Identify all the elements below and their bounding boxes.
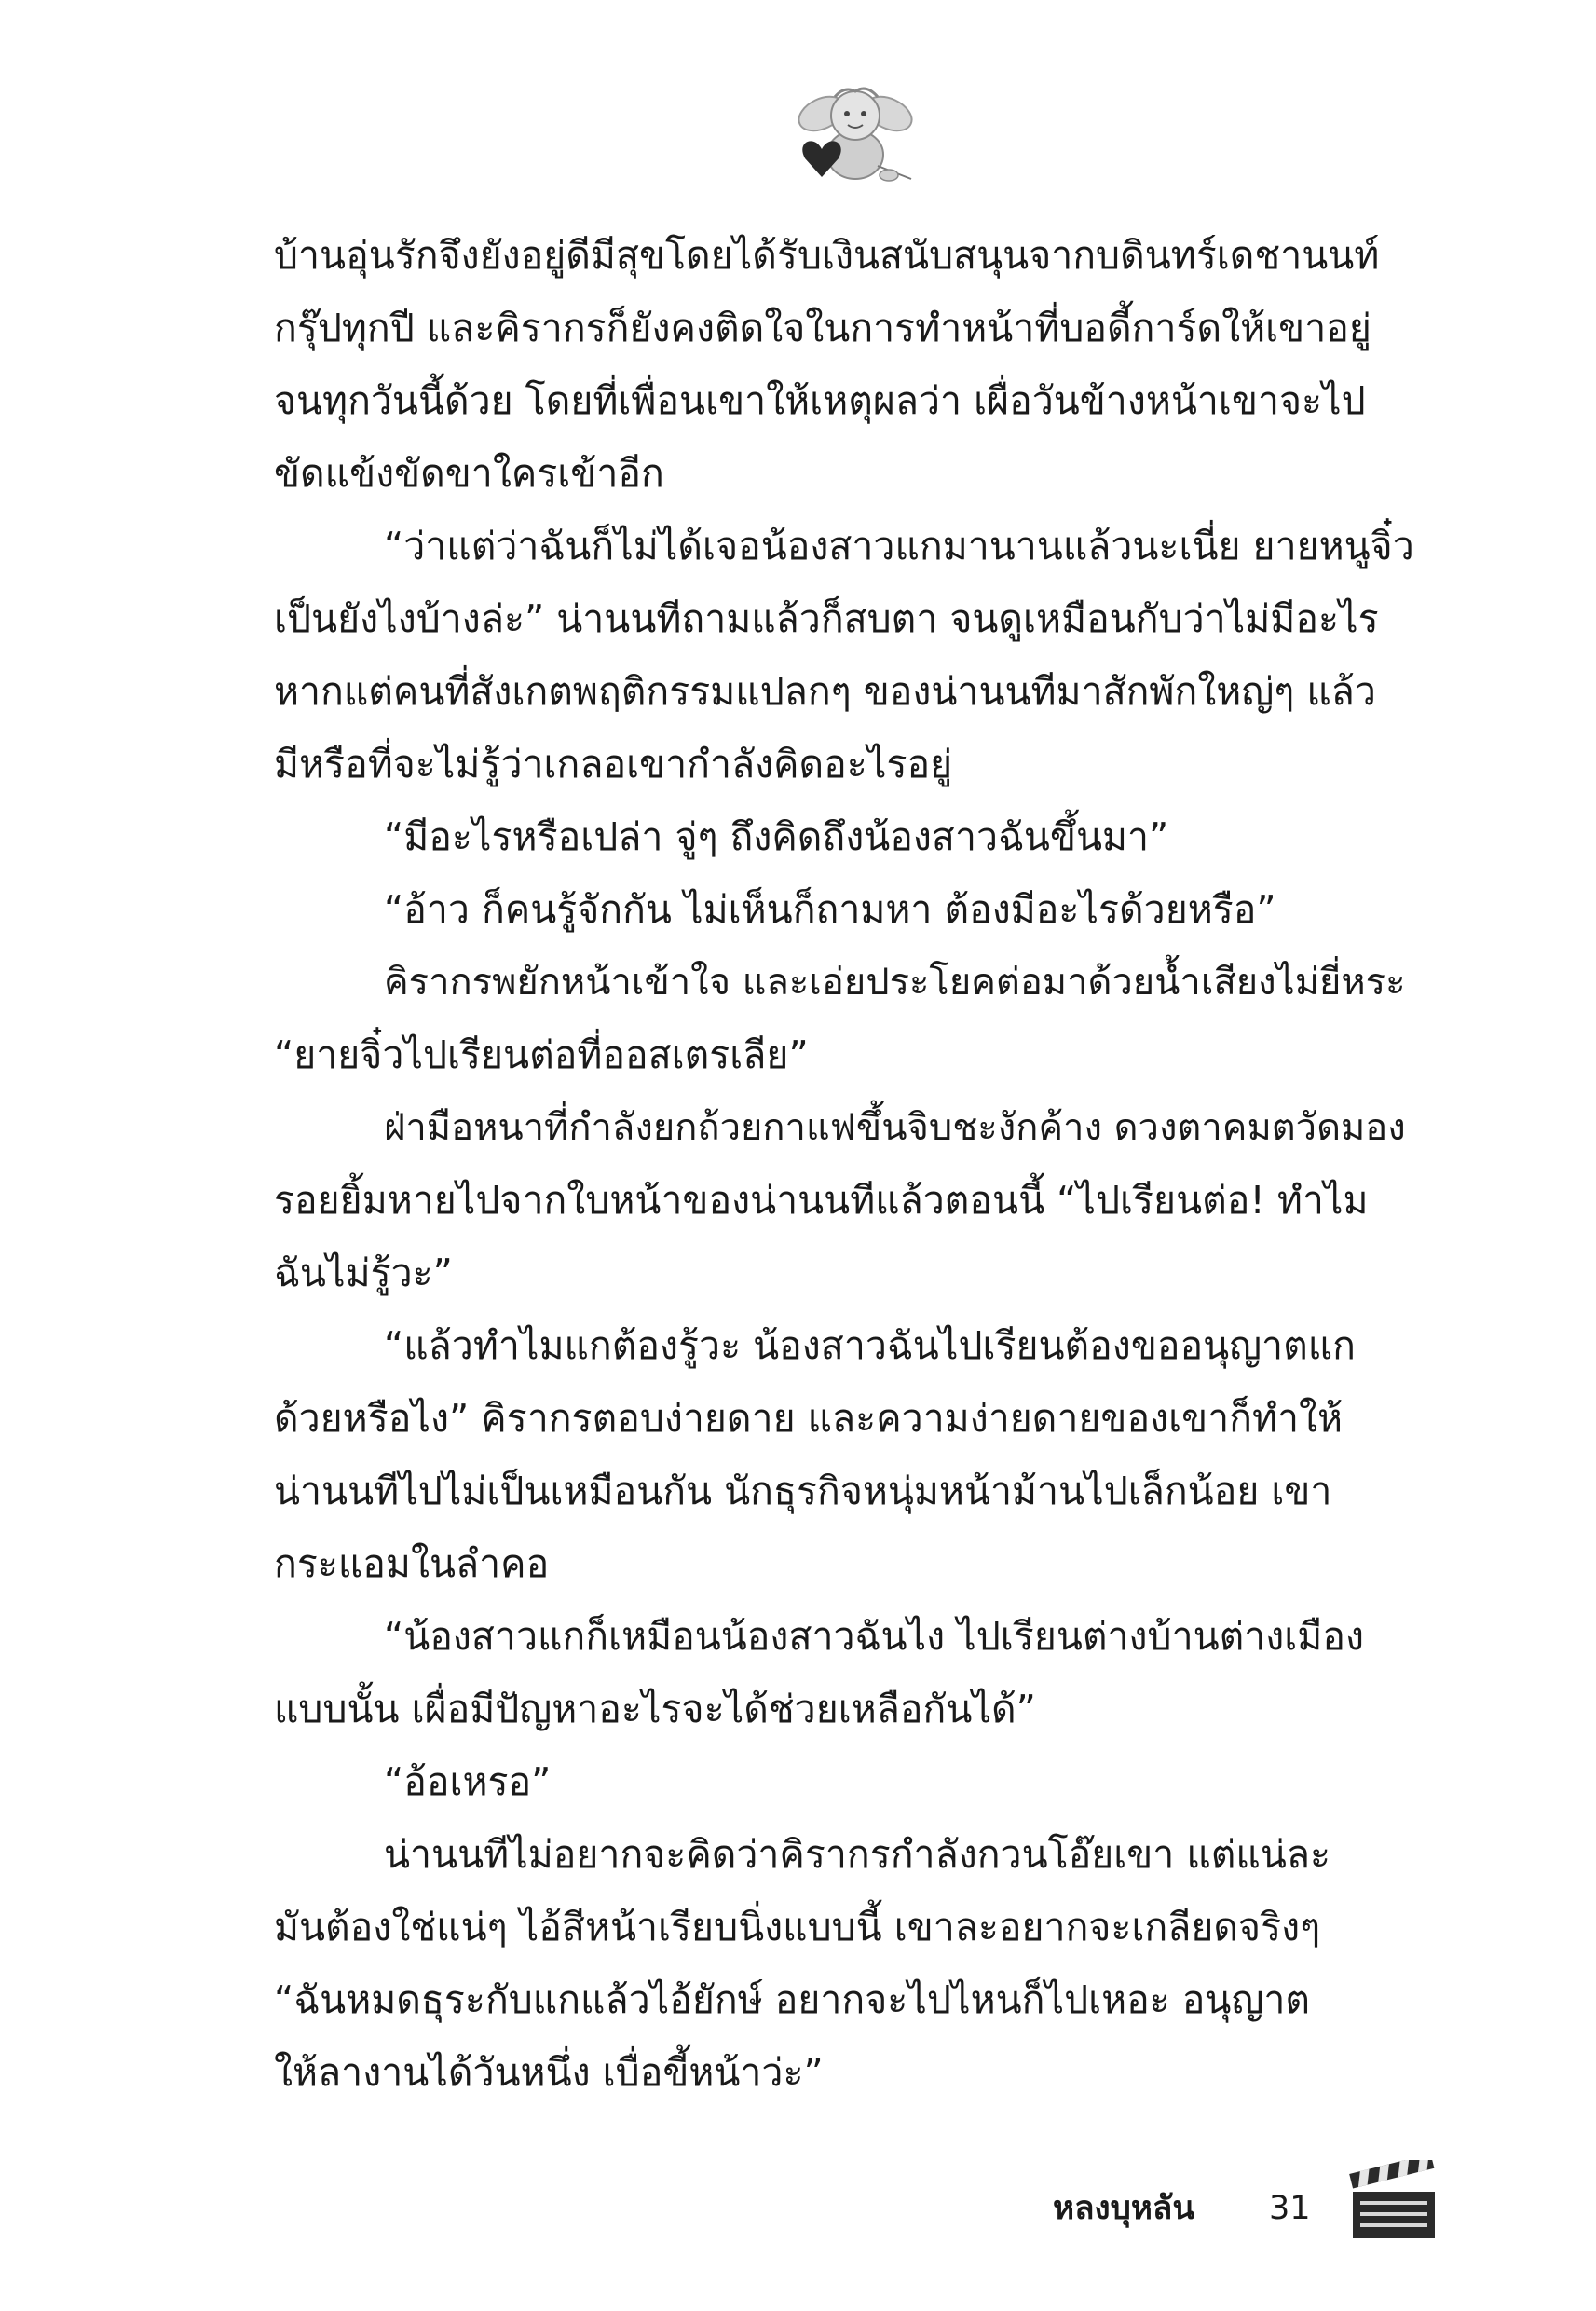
text-line: น่านนทีไม่อยากจะคิดว่าคิรากรกำลังกวนโอ๊ยเขา แต่แน่ละ — [384, 1832, 1331, 1877]
text-line: “ว่าแต่ว่าฉันก็ไม่ได้เจอน้องสาวแกมานานแล้วนะเนี่ย ยายหนูจิ๋ว — [384, 524, 1414, 568]
film-clapperboard-icon — [1347, 2160, 1440, 2242]
text-line: น่านนทีไปไม่เป็นเหมือนกัน นักธุรกิจหนุ่มหน้าม้านไปเล็กน้อย เขา — [274, 1469, 1332, 1513]
text-line: จนทุกวันนี้ด้วย โดยที่เพื่อนเขาให้เหตุผลว่า เผื่อวันข้างหน้าเขาจะไป — [274, 378, 1366, 423]
text-line: แบบนั้น เผื่อมีปัญหาอะไรจะได้ช่วยเหลือกันได้” — [274, 1687, 1036, 1731]
text-line: กรุ๊ปทุกปี และคิรากรก็ยังคงติดใจในการทำหน้าที่บอดี้การ์ดให้เขาอยู่ — [274, 306, 1371, 350]
text-line: “แล้วทำไมแกต้องรู้วะ น้องสาวฉันไปเรียนต้องขออนุญาตแก — [384, 1323, 1356, 1368]
text-line: คิรากรพยักหน้าเข้าใจ และเอ่ยประโยคต่อมาด้วยน้ำเสียงไม่ยี่หระ — [384, 961, 1406, 1004]
cupid-with-heart-icon — [788, 76, 919, 188]
text-line: กระแอมในลำคอ — [274, 1541, 550, 1586]
text-line: เป็นยังไงบ้างล่ะ” น่านนทีถามแล้วก็สบตา จนดูเหมือนกับว่าไม่มีอะไร — [274, 596, 1379, 641]
text-line: “น้องสาวแกก็เหมือนน้องสาวฉันไง ไปเรียนต่างบ้านต่างเมือง — [384, 1614, 1364, 1659]
text-line: ฝ่ามือหนาที่กำลังยกถ้วยกาแฟขึ้นจิบชะงักค้าง ดวงตาคมตวัดมอง — [384, 1106, 1406, 1149]
text-line: ฉันไม่รู้วะ” — [274, 1251, 453, 1295]
text-line: มีหรือที่จะไม่รู้ว่าเกลอเขากำลังคิดอะไรอยู่ — [274, 742, 953, 786]
body-text — [274, 219, 1416, 2109]
text-line: ด้วยหรือไง” คิรากรตอบง่ายดาย และความง่ายดายของเขาก็ทำให้ — [274, 1396, 1344, 1441]
text-line: “ยายจิ๋วไปเรียนต่อที่ออสเตรเลีย” — [274, 1032, 809, 1077]
text-line: “อ้าว ก็คนรู้จักกัน ไม่เห็นก็ถามหา ต้องมีอะไรด้วยหรือ” — [384, 887, 1276, 932]
text-line: หากแต่คนที่สังเกตพฤติกรรมแปลกๆ ของน่านนทีมาสักพักใหญ่ๆ แล้ว — [274, 669, 1376, 714]
text-line: ให้ลางานได้วันหนึ่ง เบื่อขี้หน้าว่ะ” — [274, 2050, 824, 2095]
text-line: มันต้องใช่แน่ๆ ไอ้สีหน้าเรียบนิ่งแบบนี้ เขาละอยากจะเกลียดจริงๆ — [274, 1905, 1321, 1949]
text-line: “อ้อเหรอ” — [384, 1759, 552, 1804]
text-line: บ้านอุ่นรักจึงยังอยู่ดีมีสุขโดยได้รับเงินสนับสนุนจากบดินทร์เดชานนท์ — [274, 233, 1380, 278]
book-title: หลงบุหลัน — [1053, 2190, 1195, 2227]
text-line: “ฉันหมดธุระกับแกแล้วไอ้ยักษ์ อยากจะไปไหนก็ไปเหอะ อนุญาต — [274, 1977, 1311, 2022]
text-line: “มีอะไรหรือเปล่า จู่ๆ ถึงคิดถึงน้องสาวฉันขึ้นมา” — [384, 814, 1169, 859]
page-number: 31 — [1269, 2190, 1311, 2227]
text-line: รอยยิ้มหายไปจากใบหน้าของน่านนทีแล้วตอนนี้ “ไปเรียนต่อ! ทำไม — [274, 1178, 1369, 1223]
text-line: ขัดแข้งขัดขาใครเข้าอีก — [274, 451, 664, 496]
